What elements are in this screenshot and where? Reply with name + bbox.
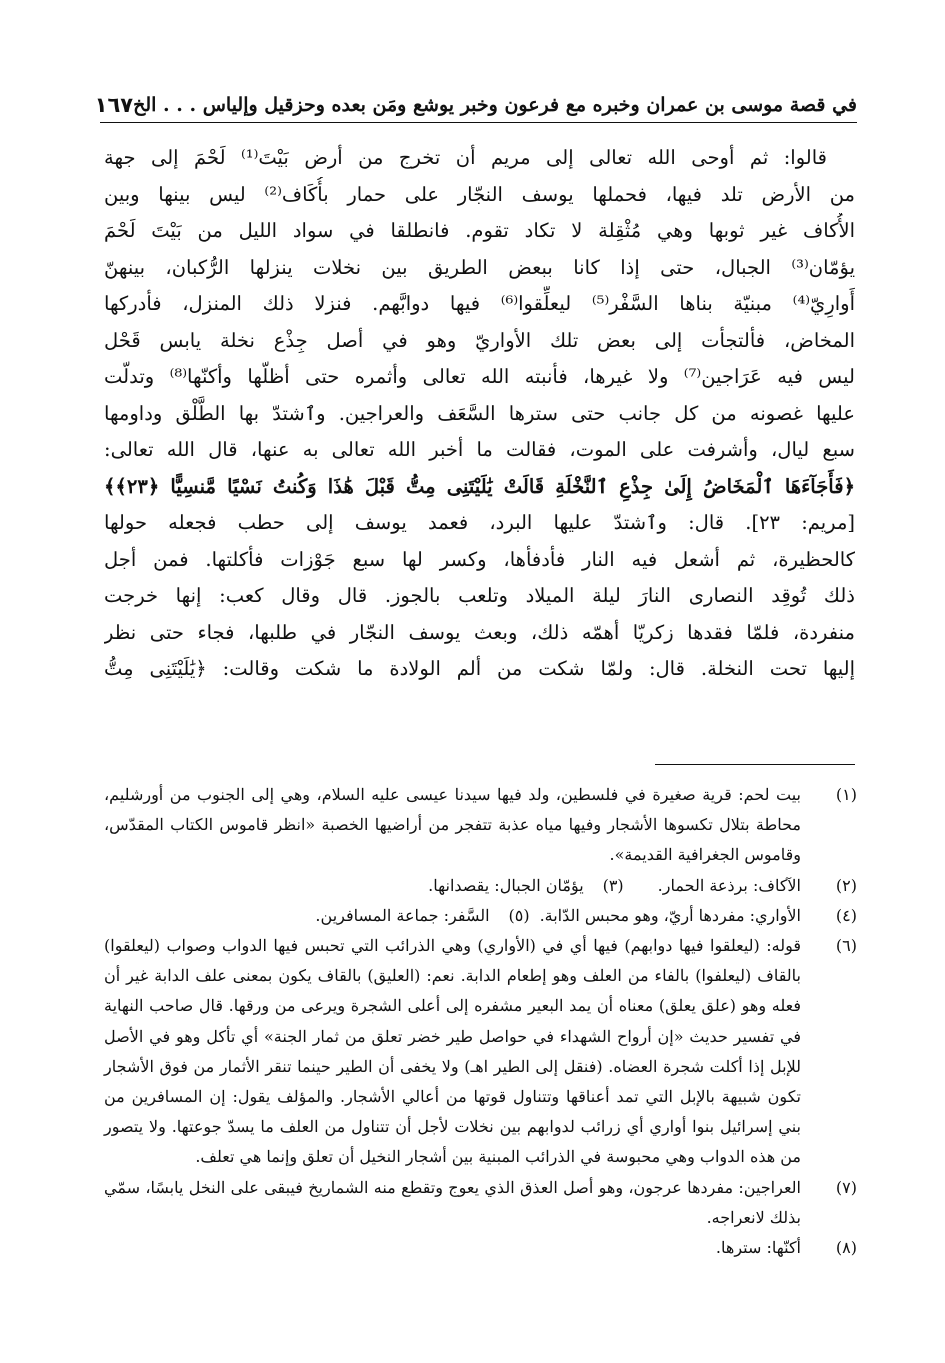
footnote-row-4-5: [104, 901, 857, 931]
footnote-8: [104, 1233, 857, 1263]
footnotes: [104, 780, 857, 1263]
footnote-text: أكنّها: سترها.: [715, 1238, 801, 1258]
footnote-number: (٥): [508, 905, 530, 925]
footnote-4: [540, 901, 857, 931]
footnote-text: السَّفر: جماعة المسافرين.: [315, 905, 490, 925]
footnote-separator: [655, 764, 855, 765]
footnote-text: قوله: (ليعلقوا فيها دوابهم) فيها أي في (الأواري) وهي الذرائب التي تحبس فيها الدواب وصواب (ليعلقوا) بالقاف (ليعلفوا) بالفاء من العلف وهو إطعام الدابة. نعم: (العليق) بالقاف يكون بمعنى علف الدابة غير أن فعله وهو (علق يعلق) معناه أن يمد البعير مشفره إلى أعلى الشجرة ويرعى من ورقها. قال صاحب النهاية في تفسير حديث «إن أرواح الشهداء في حواصل طير خضر تعلق من ثمار الجنة» أي تأكل وهو في الأصل للإبل إذا أكلت شجرة العضاه. (فنقل إلى الطير اهـ) ولا يخفى أن الطير حينما تنقر الأثمار من فوق الأشجار تكون شبيهة بالإبل التي تمد أعناقها وتتناول قوتها من أعالي الأشجار. والمؤلف يقول: إن المسافرين من بني إسرائيل بنوا أواري أي زرائب لدوابهم بين نخلات لأجل أن تتناول من العلف ما يسدّ جوعتها. ولا يتصور من هذه الدواب وهي محبوسة في الذرائب المبنية بين أشجار النخيل أن تعلق وإنما هي تعلف.: [104, 936, 802, 1167]
footnote-2: [658, 871, 857, 901]
text-line: قالوا: ثم أوحى الله تعالى إلى مريم أن تخرج من أرض بَيْتَ⁽¹⁾ لَحْمَ إلى جهة: [104, 146, 827, 169]
running-title: في قصة موسى بن عمران وخبره مع فرعون وخبر يوشع ومَن بعده وحزقيل وإلياس . . . الخ: [133, 94, 857, 116]
footnote-5: [315, 901, 529, 931]
footnote-number: (٢): [835, 875, 857, 895]
text-line: المخاض، فألتجأت إلى بعض تلك الأواريّ وهو في أصل جِذْع نخلة يابس قَحْل: [104, 328, 855, 352]
footnote-number: (٧): [835, 1177, 857, 1197]
footnote-3: [428, 871, 624, 901]
footnote-text: يؤمّان الجبال: يقصدانها.: [428, 875, 584, 895]
text-line: كالحظيرة، ثم أشعل فيه النار فأدفأها، وكسر لها سبع جَوْزات فأكلتها. فمن أجل: [104, 547, 855, 571]
footnote-row-2-3: [104, 871, 857, 901]
footnote-number: (١): [835, 785, 857, 804]
footnote-1: [104, 780, 857, 871]
text-line: إليها تحت النخلة. قال: ولمّا شكت من ألم الولادة ما شكت وقالت: ﴿يَٰلَيْتَنِى مِتُّ: [104, 657, 855, 680]
footnote-text: الأواري: مفردها أريّ، وهو محبس الدّابة.: [539, 905, 801, 925]
footnote-number: (٤): [835, 905, 857, 925]
main-text: [104, 140, 855, 750]
footnote-7: [104, 1173, 857, 1233]
text-line: عليها غصونه من كل جانب حتى سترها السَّعَف والعراجين. وٱشتدّ بها الطَّلْق وداومها: [104, 401, 855, 425]
page-number: ١٦٧: [94, 93, 134, 117]
text-line: ليس فيه عَرَاجين⁽⁷⁾ ولا غيرها، فأنبته الله تعالى وأثمره حتى أظلّها وأكنّها⁽⁸⁾ وتدلّت: [104, 365, 855, 388]
text-line: سبع ليال، وأشرفت على الموت، فقالت ما أخبر الله تعالى به عنها، قال الله تعالى:: [104, 438, 855, 461]
text-line: [مريم: ٢٣]. قال: وٱشتدّ عليها البرد، فعمد يوسف إلى حطب فجعله حولها: [104, 511, 855, 534]
footnote-text: بيت لحم: قرية صغيرة في فلسطين، ولد فيها سيدنا عيسى عليه السلام، وهي إلى الجنوب من أورشليم، محاطة بتلال تكسوها الأشجار وفيها مياه عذبة تتفجر من أراضيها الخصبة «انظر قاموس الكتاب المقدّس، وقاموس الجغرافية القديمة».: [104, 785, 801, 865]
footnote-text: الآكاف: برذعة الحمار.: [657, 875, 801, 895]
text-line: من الأرض تلد فيها، فحملها يوسف النجّار على حمار بأُكَاف⁽²⁾ ليس بينها وبين: [104, 182, 855, 206]
footnote-number: (٦): [835, 936, 857, 956]
text-line: يؤمّان⁽³⁾ الجبال، حتى إذا كانا ببعض الطريق بين نخلات ينزلها الرُّكبان، بينهنّ: [104, 255, 855, 279]
footnote-number: (٣): [602, 875, 624, 895]
footnote-6: [104, 931, 857, 1173]
text-line: ذلك تُوقِد النصارى النارَ ليلة الميلاد وتلعب بالجوز. قال وقال كعب: إنها خرجت: [104, 584, 855, 607]
footnote-text: العراجين: مفردها عرجون، وهو أصل العذق الذي يعوج وتقطع منه الشماريخ فيبقى على النخل يابسًا، سمّي بذلك لانعراجه.: [104, 1177, 801, 1227]
text-line: الأُكاف غير ثوبها وهي مُثْقِلة لا تكاد تقوم. فانطلقا في سواد الليل من بَيْتَ لَحْمَ: [104, 219, 855, 242]
text-line: منفردة، فلمّا فقدها زكريّا أهمّه ذلك، وبعث يوسف النجّار في طلبها، فجاء حتى نظر: [104, 620, 855, 644]
text-line: أَوارِيّ⁽⁴⁾ مبنيّة بناها السَّفْر⁽⁵⁾ ليعلِّقوا⁽⁶⁾ فيها دوابَّهم. فنزلا ذلك المنزل، فأدركها: [104, 292, 855, 315]
page-header: [94, 88, 857, 123]
quran-verse: ﴿فَأَجَآءَهَا ٱلْمَخَاضُ إِلَىٰ جِذْعِ ٱلنَّخْلَةِ قَالَتْ يَٰلَيْتَنِى مِتُّ قَبْلَ هَٰذَا وَكُنتُ نَسْيًا مَّنسِيًّا ﴿٢٣﴾﴾: [104, 474, 855, 498]
footnote-number: (٨): [835, 1238, 857, 1258]
